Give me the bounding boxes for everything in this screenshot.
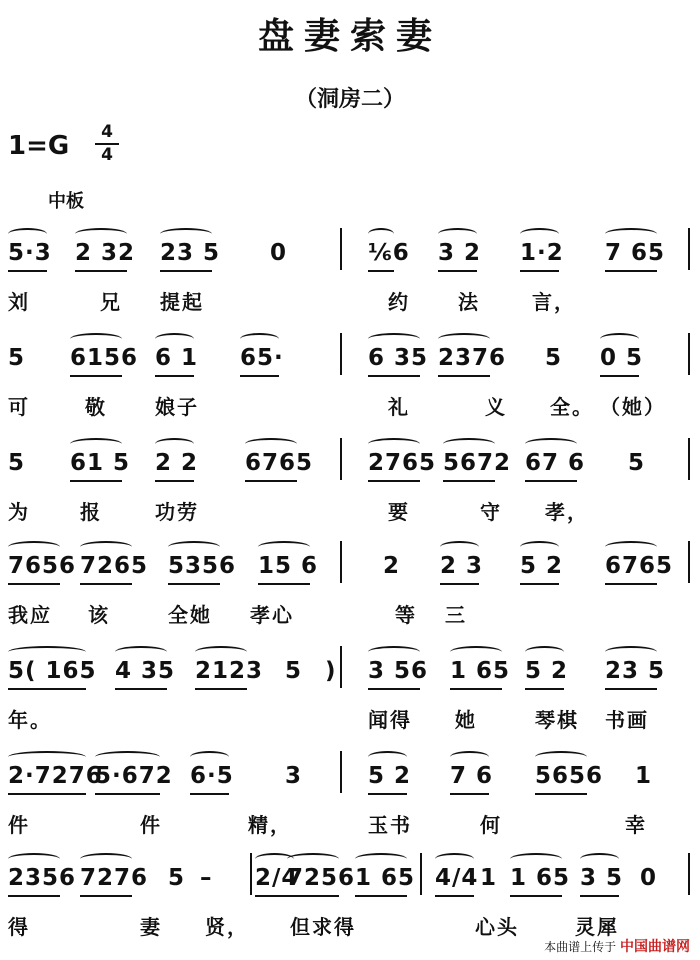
note-group: 6 1	[155, 345, 199, 371]
note-group: 4 35	[115, 658, 176, 684]
lyric: 提起	[160, 290, 204, 314]
slur-mark	[525, 646, 564, 658]
lyric: 敬	[85, 395, 107, 419]
beam-underline	[605, 583, 657, 585]
beam-underline	[368, 375, 420, 377]
beam-underline	[438, 375, 490, 377]
lyric: 该	[88, 603, 110, 627]
slur-mark	[70, 333, 122, 345]
lyric: 妻	[140, 915, 162, 939]
beam-underline	[520, 583, 559, 585]
lyric: 得	[8, 915, 30, 939]
lyric: 法	[458, 290, 480, 314]
beam-underline	[443, 480, 495, 482]
lyric: 书画	[605, 708, 649, 732]
slur-mark	[115, 646, 167, 658]
slur-mark	[368, 646, 420, 658]
note-group: 5	[545, 345, 563, 371]
note-group: 7256	[287, 865, 356, 891]
lyric: 她	[455, 708, 477, 732]
note-group: 5 2	[520, 553, 564, 579]
beam-underline	[605, 270, 657, 272]
slur-mark	[80, 541, 132, 553]
slur-mark	[525, 438, 577, 450]
beam-underline	[525, 688, 564, 690]
slur-mark	[580, 853, 619, 865]
slur-mark	[368, 228, 394, 240]
lyric: 等	[395, 603, 417, 627]
lyric: 心头	[475, 915, 519, 939]
note-group: 6765	[245, 450, 314, 476]
note-group: 5 2	[525, 658, 569, 684]
beam-underline	[160, 270, 212, 272]
lyric: 礼	[388, 395, 410, 419]
note-group: 5( 165	[8, 658, 97, 684]
slur-mark	[8, 228, 47, 240]
slur-mark	[245, 438, 297, 450]
slur-mark	[510, 853, 562, 865]
note-group: 7 65	[605, 240, 666, 266]
note-group: 0 5	[600, 345, 644, 371]
beam-underline	[368, 793, 407, 795]
key-signature: 1=G	[8, 131, 70, 161]
bar-line	[688, 333, 690, 375]
bar-line	[340, 751, 342, 793]
note-group: 1	[635, 763, 653, 789]
note-group: )	[325, 658, 337, 684]
lyric: 灵犀	[575, 915, 619, 939]
lyric: 何	[480, 813, 502, 837]
slur-mark	[368, 751, 407, 763]
slur-mark	[368, 333, 420, 345]
bar-line	[340, 541, 342, 583]
bar-line	[340, 646, 342, 688]
note-group: 2/4	[255, 865, 299, 891]
lyric: 报	[80, 500, 102, 524]
note-group: 5672	[443, 450, 512, 476]
slur-mark	[450, 646, 502, 658]
beam-underline	[368, 688, 420, 690]
lyric: 三	[445, 603, 467, 627]
lyric: 娘子	[155, 395, 199, 419]
note-group: 0	[270, 240, 288, 266]
slur-mark	[535, 751, 587, 763]
slur-mark	[8, 853, 60, 865]
note-group: 5·672	[95, 763, 173, 789]
footer-brand: 中国曲谱网	[620, 939, 690, 955]
slur-mark	[190, 751, 229, 763]
bar-line	[340, 333, 342, 375]
beam-underline	[80, 583, 132, 585]
time-signature	[95, 124, 119, 164]
bar-line	[340, 228, 342, 270]
slur-mark	[240, 333, 279, 345]
slur-mark	[155, 333, 194, 345]
time-signature-bottom: 4	[101, 145, 113, 165]
beam-underline	[168, 583, 220, 585]
slur-mark	[80, 853, 132, 865]
lyric: 但求得	[290, 915, 356, 939]
bar-line	[420, 853, 422, 895]
note-group: 2123	[195, 658, 264, 684]
beam-underline	[520, 270, 559, 272]
bar-line	[688, 438, 690, 480]
lyric: 可	[8, 395, 30, 419]
slur-mark	[438, 228, 477, 240]
slur-mark	[368, 438, 420, 450]
note-group: 2765	[368, 450, 437, 476]
note-group: 5 2	[368, 763, 412, 789]
note-group: –	[200, 865, 213, 891]
lyric: 贤，	[205, 915, 249, 939]
lyric: 义	[485, 395, 507, 419]
note-group: 6·5	[190, 763, 234, 789]
note-group: 5	[8, 345, 26, 371]
beam-underline	[70, 480, 122, 482]
lyric: 件	[8, 813, 30, 837]
beam-underline	[70, 375, 122, 377]
note-group: 23 5	[605, 658, 666, 684]
slur-mark	[75, 228, 127, 240]
slur-mark	[160, 228, 212, 240]
bar-line	[688, 853, 690, 895]
bar-line	[340, 438, 342, 480]
note-group: ⅙6	[368, 240, 410, 266]
lyric: 幸	[625, 813, 647, 837]
note-group: 3 56	[368, 658, 429, 684]
note-group: 5	[628, 450, 646, 476]
slur-mark	[355, 853, 407, 865]
beam-underline	[195, 688, 247, 690]
lyric: 玉书	[368, 813, 412, 837]
bar-line	[250, 853, 252, 895]
lyric: 我应	[8, 603, 52, 627]
beam-underline	[155, 375, 194, 377]
beam-underline	[435, 895, 474, 897]
slur-mark	[605, 541, 657, 553]
beam-underline	[155, 480, 194, 482]
note-group: 0	[640, 865, 658, 891]
beam-underline	[440, 583, 479, 585]
beam-underline	[8, 688, 86, 690]
time-signature-top: 4	[101, 122, 113, 142]
beam-underline	[258, 583, 310, 585]
slur-mark	[8, 541, 60, 553]
note-group: 2	[383, 553, 401, 579]
note-group: 15 6	[258, 553, 319, 579]
lyric: 言，	[532, 290, 576, 314]
slur-mark	[8, 751, 86, 763]
slur-mark	[600, 333, 639, 345]
beam-underline	[115, 688, 167, 690]
note-group: 2 32	[75, 240, 136, 266]
lyric: 琴棋	[535, 708, 579, 732]
beam-underline	[438, 270, 477, 272]
beam-underline	[600, 375, 639, 377]
lyric: 要	[388, 500, 410, 524]
slur-mark	[168, 541, 220, 553]
slur-mark	[443, 438, 495, 450]
note-group: 61 5	[70, 450, 131, 476]
note-group: 23 5	[160, 240, 221, 266]
beam-underline	[605, 688, 657, 690]
beam-underline	[368, 270, 394, 272]
slur-mark	[258, 541, 310, 553]
note-group: 2 3	[440, 553, 484, 579]
slur-mark	[605, 646, 657, 658]
slur-mark	[95, 751, 160, 763]
slur-mark	[440, 541, 479, 553]
note-group: 1 65	[450, 658, 511, 684]
lyric: 孝，	[545, 500, 589, 524]
beam-underline	[245, 480, 297, 482]
note-group: 5	[8, 450, 26, 476]
footer-text: 本曲谱上传于	[544, 940, 617, 954]
note-group: 7276	[80, 865, 149, 891]
note-group: 5	[285, 658, 303, 684]
note-group: 4/4	[435, 865, 479, 891]
note-group: 6 35	[368, 345, 429, 371]
beam-underline	[95, 793, 160, 795]
note-group: 2376	[438, 345, 507, 371]
lyric: 兄	[100, 290, 122, 314]
lyric: 为	[8, 500, 30, 524]
slur-mark	[8, 646, 86, 658]
beam-underline	[8, 895, 60, 897]
note-group: 7265	[80, 553, 149, 579]
slur-mark	[520, 228, 559, 240]
beam-underline	[368, 480, 420, 482]
slur-mark	[450, 751, 489, 763]
note-group: 6765	[605, 553, 674, 579]
slur-mark	[70, 438, 122, 450]
note-group: 2356	[8, 865, 77, 891]
note-group: 7656	[8, 553, 77, 579]
beam-underline	[535, 793, 587, 795]
lyric: 闻得	[368, 708, 412, 732]
lyric: 孝心	[250, 603, 294, 627]
beam-underline	[287, 895, 339, 897]
note-group: 5·3	[8, 240, 52, 266]
lyric: 全她	[168, 603, 212, 627]
beam-underline	[355, 895, 407, 897]
note-group: 5	[168, 865, 186, 891]
note-group: 2 2	[155, 450, 199, 476]
footer-credit	[544, 936, 690, 956]
slur-mark	[155, 438, 194, 450]
beam-underline	[450, 688, 502, 690]
note-group: 5656	[535, 763, 604, 789]
beam-underline	[8, 270, 47, 272]
note-group: 65·	[240, 345, 284, 371]
note-group: 1·2	[520, 240, 564, 266]
lyric: （她）	[600, 395, 666, 419]
beam-underline	[450, 793, 489, 795]
beam-underline	[580, 895, 619, 897]
lyric: 年。	[8, 708, 52, 732]
beam-underline	[8, 793, 86, 795]
lyric: 刘	[8, 290, 30, 314]
slur-mark	[435, 853, 474, 865]
beam-underline	[75, 270, 127, 272]
lyric: 精，	[248, 813, 292, 837]
note-group: 3	[285, 763, 303, 789]
note-group: 67 6	[525, 450, 586, 476]
lyric: 守	[480, 500, 502, 524]
note-group: 1 65	[510, 865, 571, 891]
slur-mark	[438, 333, 490, 345]
beam-underline	[525, 480, 577, 482]
note-group: 5356	[168, 553, 237, 579]
bar-line	[688, 541, 690, 583]
bar-line	[688, 228, 690, 270]
beam-underline	[240, 375, 279, 377]
slur-mark	[520, 541, 559, 553]
note-group: 1 65	[355, 865, 416, 891]
beam-underline	[190, 793, 229, 795]
slur-mark	[287, 853, 339, 865]
section-subtitle: （洞房二）	[294, 87, 405, 112]
page-title: 盘妻索妻	[257, 15, 442, 57]
lyric: 件	[140, 813, 162, 837]
note-group: 3 5	[580, 865, 624, 891]
note-group: 1	[480, 865, 498, 891]
note-group: 7 6	[450, 763, 494, 789]
beam-underline	[510, 895, 562, 897]
note-group: 6156	[70, 345, 139, 371]
slur-mark	[195, 646, 247, 658]
note-group: 3 2	[438, 240, 482, 266]
lyric: 约	[388, 290, 410, 314]
beam-underline	[80, 895, 132, 897]
slur-mark	[605, 228, 657, 240]
lyric: 全。	[550, 395, 594, 419]
note-group: 2·7276	[8, 763, 103, 789]
beam-underline	[8, 583, 60, 585]
lyric: 功劳	[155, 500, 199, 524]
tempo-marking: 中板	[48, 191, 84, 212]
